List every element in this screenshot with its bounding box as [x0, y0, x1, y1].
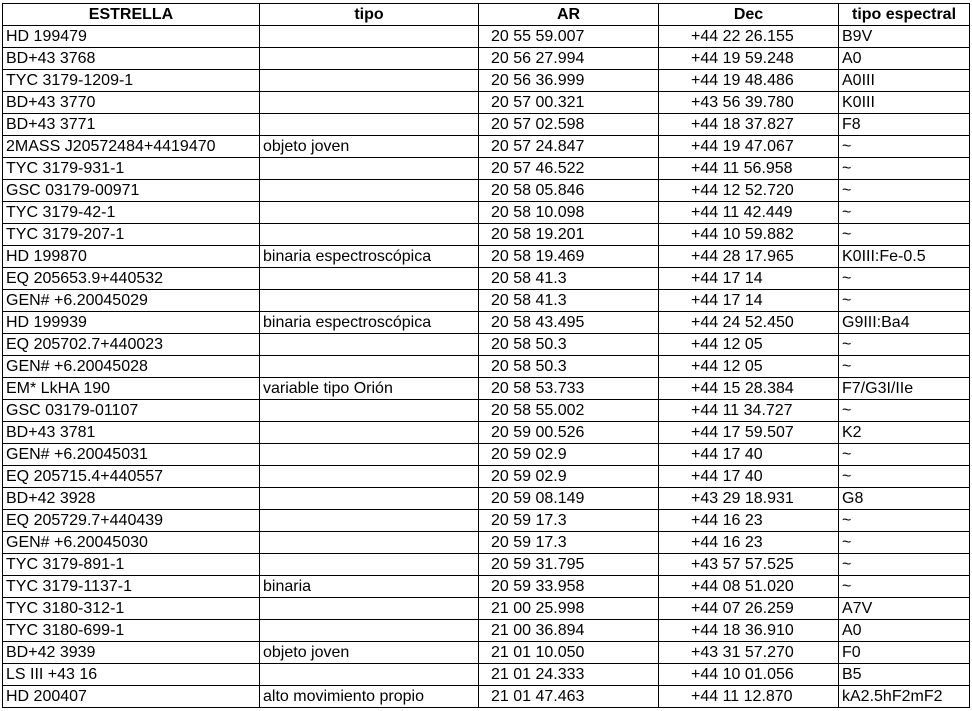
- cell-dec: +43 31 57.270: [659, 642, 839, 664]
- header-tipo: tipo: [260, 4, 479, 26]
- cell-tipo-espectral: ~: [839, 290, 970, 312]
- table-row: [3, 510, 970, 532]
- cell-tipo-espectral: K2: [839, 422, 970, 444]
- cell-estrella: EQ 205729.7+440439: [3, 510, 260, 532]
- cell-tipo: [260, 554, 479, 576]
- cell-tipo-espectral: A0III: [839, 70, 970, 92]
- cell-tipo-espectral: B5: [839, 664, 970, 686]
- cell-estrella: TYC 3180-699-1: [3, 620, 260, 642]
- cell-ar: 20 59 02.9: [479, 466, 659, 488]
- cell-dec: +44 08 51.020: [659, 576, 839, 598]
- cell-ar: 20 56 36.999: [479, 70, 659, 92]
- cell-tipo-espectral: ~: [839, 444, 970, 466]
- cell-ar: 20 58 19.469: [479, 246, 659, 268]
- cell-dec: +43 57 57.525: [659, 554, 839, 576]
- cell-tipo: [260, 488, 479, 510]
- cell-estrella: 2MASS J20572484+4419470: [3, 136, 260, 158]
- cell-tipo-espectral: F7/G3I/IIe: [839, 378, 970, 400]
- cell-estrella: HD 199939: [3, 312, 260, 334]
- cell-dec: +44 22 26.155: [659, 26, 839, 48]
- cell-dec: +44 18 36.910: [659, 620, 839, 642]
- cell-estrella: BD+43 3770: [3, 92, 260, 114]
- cell-estrella: GSC 03179-01107: [3, 400, 260, 422]
- cell-ar: 20 59 17.3: [479, 510, 659, 532]
- cell-dec: +44 15 28.384: [659, 378, 839, 400]
- cell-ar: 20 58 41.3: [479, 268, 659, 290]
- cell-tipo-espectral: K0III:Fe-0.5: [839, 246, 970, 268]
- cell-tipo-espectral: F8: [839, 114, 970, 136]
- cell-estrella: BD+42 3939: [3, 642, 260, 664]
- table-row: [3, 400, 970, 422]
- cell-estrella: TYC 3179-207-1: [3, 224, 260, 246]
- cell-tipo: [260, 400, 479, 422]
- cell-tipo: [260, 532, 479, 554]
- cell-estrella: LS III +43 16: [3, 664, 260, 686]
- cell-tipo: [260, 268, 479, 290]
- star-table: [2, 3, 970, 708]
- table-row: [3, 26, 970, 48]
- cell-ar: 20 58 43.495: [479, 312, 659, 334]
- cell-dec: +44 17 40: [659, 444, 839, 466]
- cell-tipo-espectral: F0: [839, 642, 970, 664]
- table-row: [3, 290, 970, 312]
- cell-dec: +44 12 05: [659, 356, 839, 378]
- cell-tipo: objeto joven: [260, 136, 479, 158]
- cell-ar: 20 58 05.846: [479, 180, 659, 202]
- table-row: [3, 268, 970, 290]
- table-row: [3, 334, 970, 356]
- cell-ar: 20 57 00.321: [479, 92, 659, 114]
- table-row: [3, 70, 970, 92]
- cell-tipo-espectral: ~: [839, 356, 970, 378]
- table-row: [3, 312, 970, 334]
- cell-tipo: binaria espectroscópica: [260, 246, 479, 268]
- cell-tipo-espectral: ~: [839, 268, 970, 290]
- cell-tipo-espectral: ~: [839, 554, 970, 576]
- table-row: [3, 246, 970, 268]
- table-row: [3, 488, 970, 510]
- cell-dec: +44 12 52.720: [659, 180, 839, 202]
- cell-dec: +43 56 39.780: [659, 92, 839, 114]
- cell-estrella: HD 199870: [3, 246, 260, 268]
- cell-tipo-espectral: A7V: [839, 598, 970, 620]
- cell-estrella: EM* LkHA 190: [3, 378, 260, 400]
- cell-ar: 20 59 08.149: [479, 488, 659, 510]
- table-row: [3, 554, 970, 576]
- cell-tipo: [260, 510, 479, 532]
- cell-ar: 20 58 50.3: [479, 334, 659, 356]
- cell-tipo: [260, 444, 479, 466]
- cell-tipo-espectral: ~: [839, 180, 970, 202]
- table-row: [3, 378, 970, 400]
- cell-tipo-espectral: ~: [839, 158, 970, 180]
- cell-tipo: [260, 334, 479, 356]
- table-row: [3, 598, 970, 620]
- header-tipo-espectral: tipo espectral: [839, 4, 970, 26]
- cell-tipo: [260, 114, 479, 136]
- cell-ar: 21 01 24.333: [479, 664, 659, 686]
- header-row: [3, 4, 970, 26]
- cell-ar: 20 58 53.733: [479, 378, 659, 400]
- cell-ar: 20 58 50.3: [479, 356, 659, 378]
- table-row: [3, 202, 970, 224]
- cell-estrella: GSC 03179-00971: [3, 180, 260, 202]
- cell-tipo-espectral: kA2.5hF2mF2: [839, 686, 970, 708]
- cell-estrella: BD+43 3781: [3, 422, 260, 444]
- table-row: [3, 664, 970, 686]
- cell-dec: +44 10 01.056: [659, 664, 839, 686]
- cell-tipo: [260, 158, 479, 180]
- cell-dec: +44 17 14: [659, 290, 839, 312]
- cell-dec: +44 07 26.259: [659, 598, 839, 620]
- cell-tipo: [260, 70, 479, 92]
- cell-tipo-espectral: ~: [839, 400, 970, 422]
- cell-ar: 20 58 41.3: [479, 290, 659, 312]
- cell-ar: 20 58 55.002: [479, 400, 659, 422]
- table-row: [3, 356, 970, 378]
- cell-dec: +44 11 42.449: [659, 202, 839, 224]
- cell-ar: 21 01 47.463: [479, 686, 659, 708]
- cell-tipo: [260, 224, 479, 246]
- cell-tipo: binaria: [260, 576, 479, 598]
- cell-tipo: [260, 422, 479, 444]
- cell-ar: 20 58 19.201: [479, 224, 659, 246]
- table-row: [3, 576, 970, 598]
- cell-ar: 20 55 59.007: [479, 26, 659, 48]
- cell-dec: +44 11 56.958: [659, 158, 839, 180]
- table-row: [3, 136, 970, 158]
- cell-tipo: binaria espectroscópica: [260, 312, 479, 334]
- cell-estrella: TYC 3179-1209-1: [3, 70, 260, 92]
- cell-dec: +44 17 40: [659, 466, 839, 488]
- cell-ar: 20 59 33.958: [479, 576, 659, 598]
- cell-tipo-espectral: ~: [839, 466, 970, 488]
- header-dec: Dec: [659, 4, 839, 26]
- cell-dec: +44 16 23: [659, 510, 839, 532]
- table-row: [3, 532, 970, 554]
- cell-estrella: EQ 205715.4+440557: [3, 466, 260, 488]
- table-row: [3, 48, 970, 70]
- cell-ar: 20 58 10.098: [479, 202, 659, 224]
- table-row: [3, 92, 970, 114]
- cell-estrella: TYC 3179-931-1: [3, 158, 260, 180]
- cell-tipo-espectral: G9III:Ba4: [839, 312, 970, 334]
- cell-tipo-espectral: A0: [839, 48, 970, 70]
- table-row: [3, 686, 970, 708]
- cell-tipo: [260, 180, 479, 202]
- cell-tipo: variable tipo Orión: [260, 378, 479, 400]
- cell-dec: +44 19 59.248: [659, 48, 839, 70]
- table-row: [3, 620, 970, 642]
- cell-dec: +44 16 23: [659, 532, 839, 554]
- cell-tipo-espectral: G8: [839, 488, 970, 510]
- cell-dec: +44 19 47.067: [659, 136, 839, 158]
- table-row: [3, 444, 970, 466]
- cell-dec: +44 12 05: [659, 334, 839, 356]
- cell-dec: +44 10 59.882: [659, 224, 839, 246]
- cell-tipo-espectral: K0III: [839, 92, 970, 114]
- cell-estrella: TYC 3179-1137-1: [3, 576, 260, 598]
- cell-tipo: objeto joven: [260, 642, 479, 664]
- cell-dec: +44 11 34.727: [659, 400, 839, 422]
- cell-tipo-espectral: ~: [839, 532, 970, 554]
- cell-tipo: [260, 598, 479, 620]
- cell-ar: 20 57 46.522: [479, 158, 659, 180]
- cell-estrella: TYC 3180-312-1: [3, 598, 260, 620]
- cell-estrella: TYC 3179-42-1: [3, 202, 260, 224]
- table-row: [3, 180, 970, 202]
- cell-tipo: [260, 290, 479, 312]
- cell-estrella: EQ 205702.7+440023: [3, 334, 260, 356]
- cell-tipo-espectral: ~: [839, 224, 970, 246]
- cell-tipo-espectral: ~: [839, 136, 970, 158]
- cell-ar: 20 56 27.994: [479, 48, 659, 70]
- cell-tipo-espectral: ~: [839, 510, 970, 532]
- table-row: [3, 466, 970, 488]
- cell-ar: 20 59 31.795: [479, 554, 659, 576]
- cell-estrella: GEN# +6.20045028: [3, 356, 260, 378]
- cell-tipo: [260, 466, 479, 488]
- cell-tipo-espectral: ~: [839, 202, 970, 224]
- cell-dec: +43 29 18.931: [659, 488, 839, 510]
- cell-ar: 20 59 17.3: [479, 532, 659, 554]
- table-row: [3, 642, 970, 664]
- cell-ar: 21 00 36.894: [479, 620, 659, 642]
- cell-dec: +44 28 17.965: [659, 246, 839, 268]
- cell-estrella: BD+43 3771: [3, 114, 260, 136]
- cell-tipo: [260, 356, 479, 378]
- cell-tipo: [260, 664, 479, 686]
- cell-ar: 21 00 25.998: [479, 598, 659, 620]
- table-row: [3, 158, 970, 180]
- cell-estrella: HD 199479: [3, 26, 260, 48]
- cell-tipo-espectral: ~: [839, 334, 970, 356]
- cell-estrella: BD+43 3768: [3, 48, 260, 70]
- cell-ar: 20 57 24.847: [479, 136, 659, 158]
- cell-estrella: GEN# +6.20045029: [3, 290, 260, 312]
- cell-dec: +44 17 14: [659, 268, 839, 290]
- cell-tipo-espectral: B9V: [839, 26, 970, 48]
- header-estrella: ESTRELLA: [3, 4, 260, 26]
- cell-tipo: [260, 620, 479, 642]
- cell-ar: 20 57 02.598: [479, 114, 659, 136]
- cell-dec: +44 18 37.827: [659, 114, 839, 136]
- table-row: [3, 114, 970, 136]
- cell-tipo: [260, 92, 479, 114]
- cell-estrella: GEN# +6.20045030: [3, 532, 260, 554]
- cell-tipo: [260, 202, 479, 224]
- cell-tipo-espectral: ~: [839, 576, 970, 598]
- cell-estrella: BD+42 3928: [3, 488, 260, 510]
- cell-tipo-espectral: A0: [839, 620, 970, 642]
- table-row: [3, 224, 970, 246]
- cell-dec: +44 19 48.486: [659, 70, 839, 92]
- cell-estrella: HD 200407: [3, 686, 260, 708]
- cell-estrella: GEN# +6.20045031: [3, 444, 260, 466]
- cell-estrella: EQ 205653.9+440532: [3, 268, 260, 290]
- cell-dec: +44 24 52.450: [659, 312, 839, 334]
- cell-dec: +44 17 59.507: [659, 422, 839, 444]
- cell-tipo: alto movimiento propio: [260, 686, 479, 708]
- cell-ar: 21 01 10.050: [479, 642, 659, 664]
- cell-tipo: [260, 48, 479, 70]
- cell-ar: 20 59 00.526: [479, 422, 659, 444]
- cell-ar: 20 59 02.9: [479, 444, 659, 466]
- cell-estrella: TYC 3179-891-1: [3, 554, 260, 576]
- header-ar: AR: [479, 4, 659, 26]
- cell-tipo: [260, 26, 479, 48]
- cell-dec: +44 11 12.870: [659, 686, 839, 708]
- table-row: [3, 422, 970, 444]
